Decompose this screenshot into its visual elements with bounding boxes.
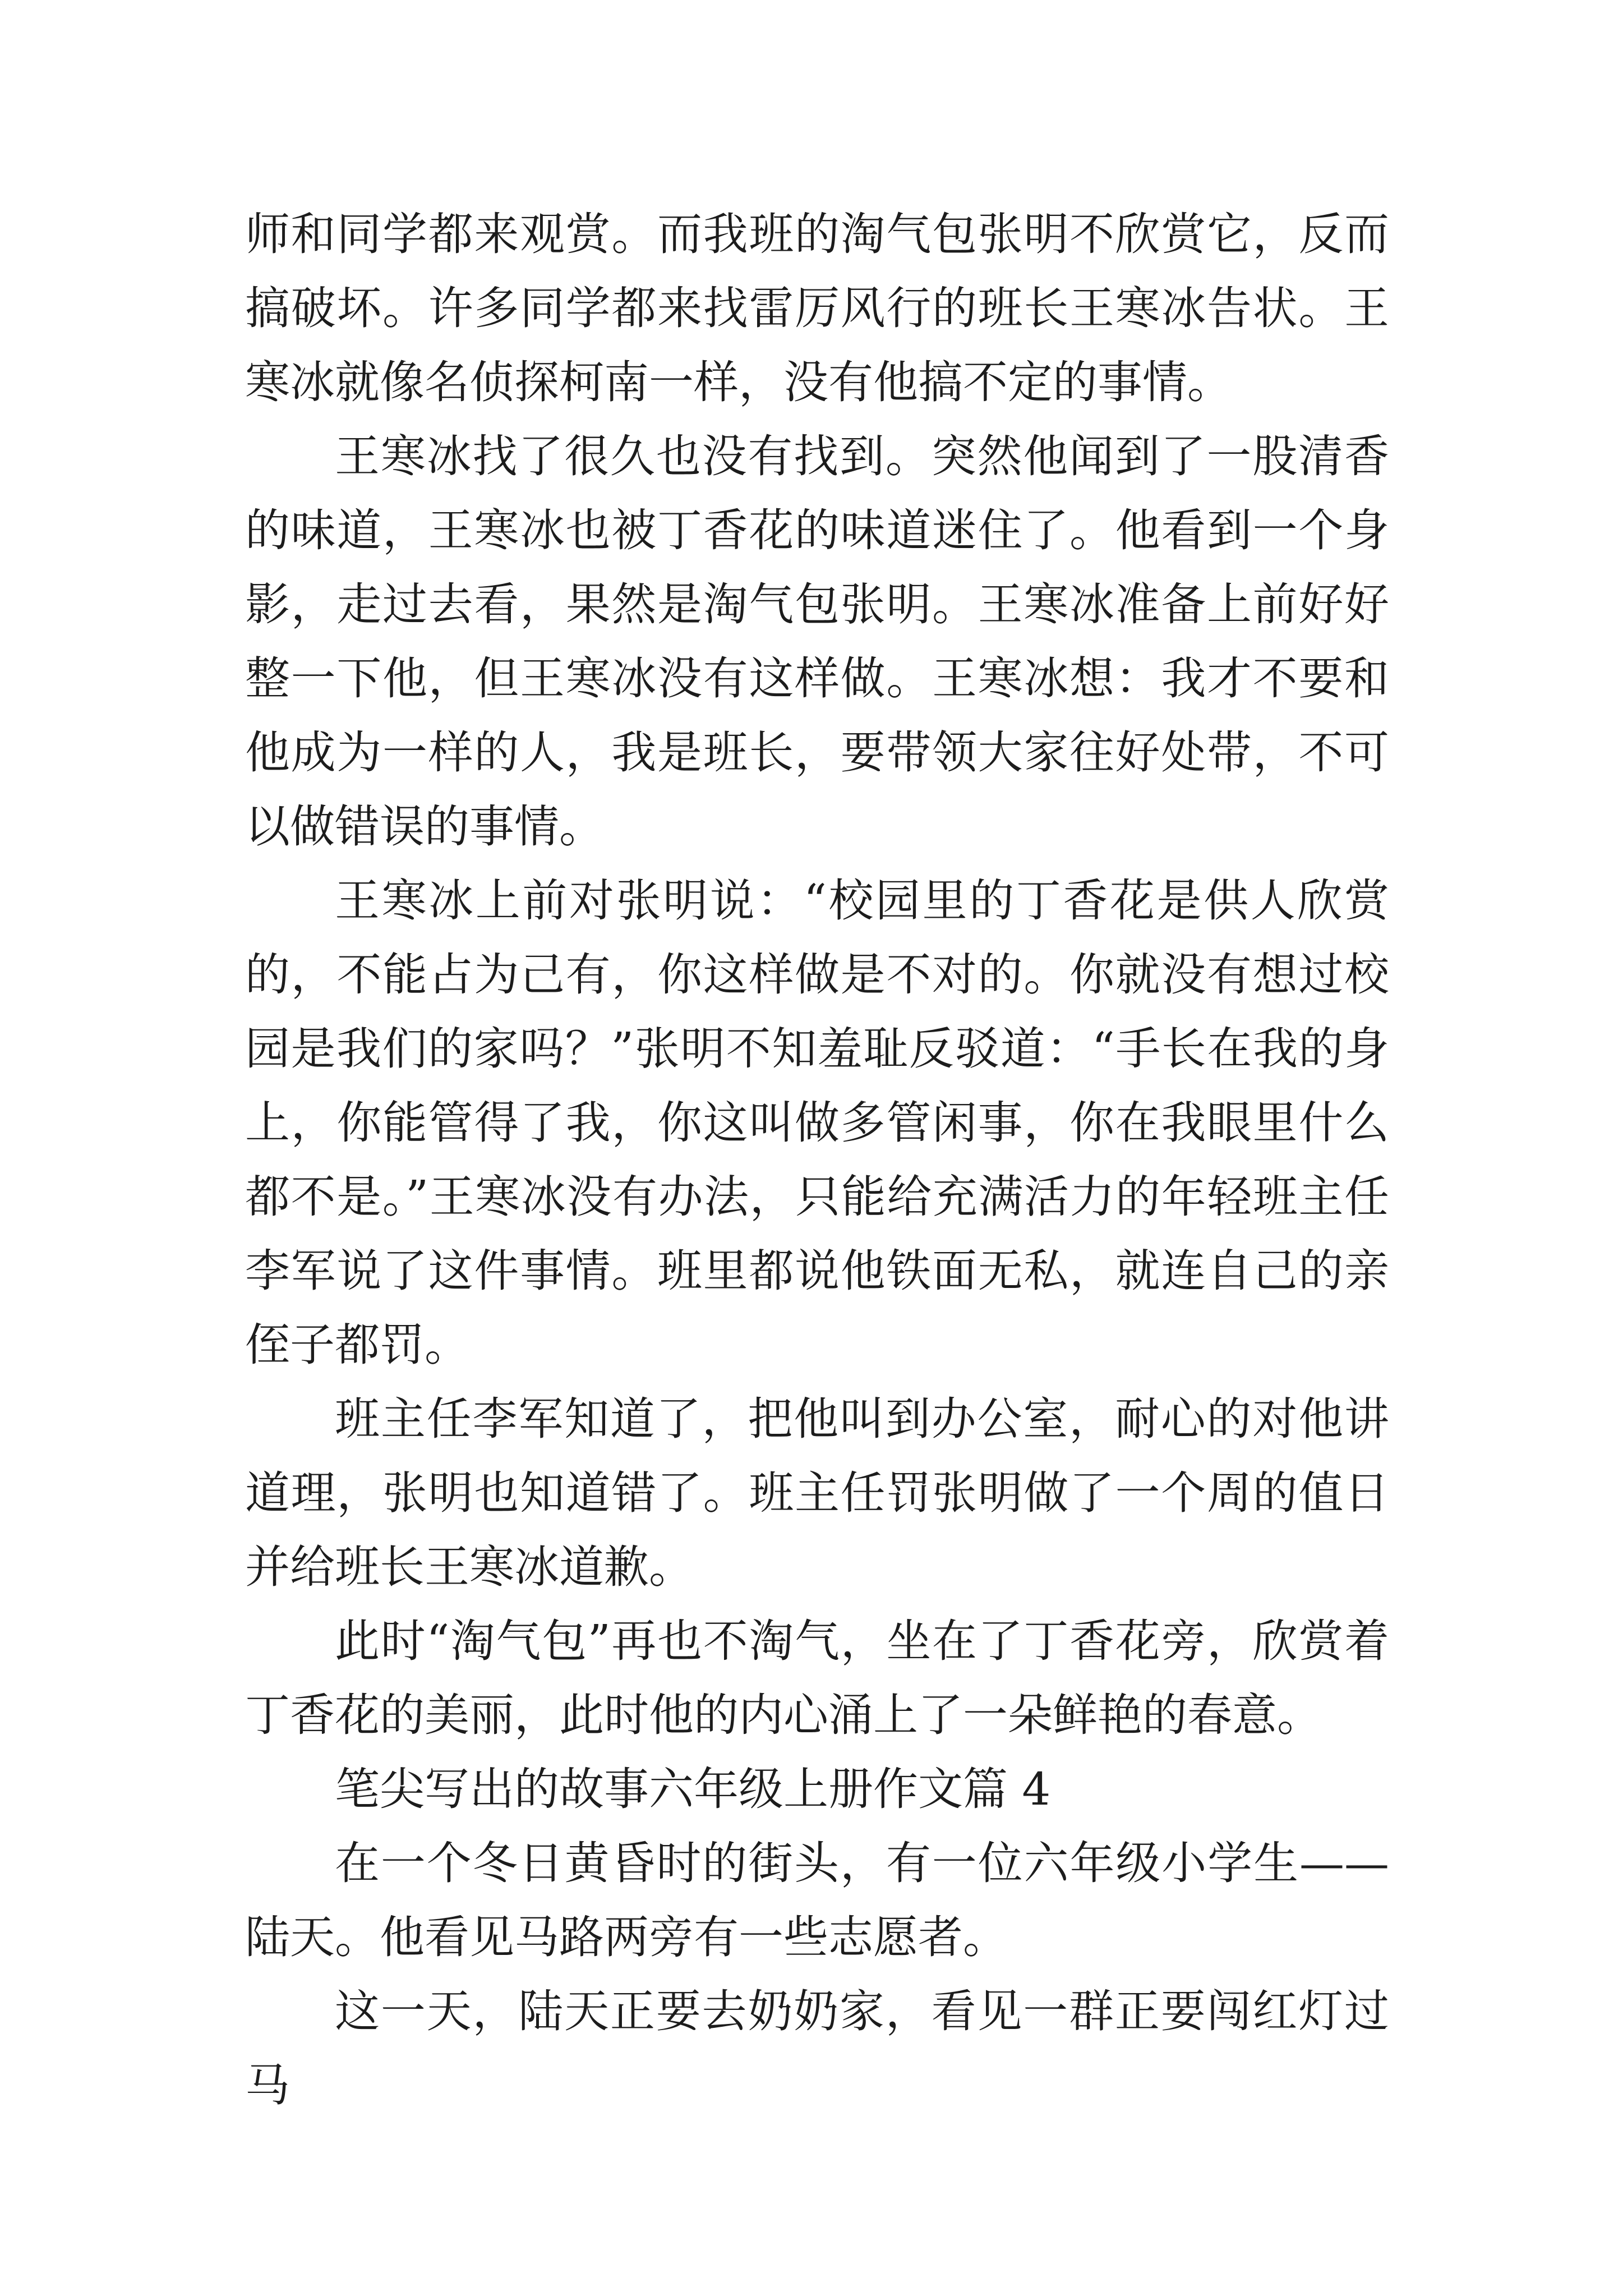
paragraph-7: 这一天，陆天正要去奶奶家，看见一群正要闯红灯过马 [245,1985,1389,2111]
paragraph-1: 师和同学都来观赏。而我班的淘气包张明不欣赏它，反而搞破坏。许多同学都来找雷厉风行的班长王寒冰告状。王寒冰就像名侦探柯南一样，没有他搞不定的事情。 [245,208,1389,408]
paragraph-2: 王寒冰找了很久也没有找到。突然他闻到了一股清香的味道，王寒冰也被丁香花的味道迷住了。他看到一个身影，走过去看，果然是淘气包张明。王寒冰准备上前好好整一下他，但王寒冰没有这样做。王寒冰想：我才不要和他成为一样的人，我是班长，要带领大家往好处带，不可以做错误的事情。 [245,430,1389,853]
paragraph-6: 在一个冬日黄昏时的街头，有一位六年级小学生——陆天。他看见马路两旁有一些志愿者。 [245,1837,1389,1963]
document-body [245,197,1389,2123]
paragraph-4: 班主任李军知道了，把他叫到办公室，耐心的对他讲道理，张明也知道错了。班主任罚张明做了一个周的值日并给班长王寒冰道歉。 [245,1393,1389,1593]
paragraph-5: 此时“淘气包”再也不淘气，坐在了丁香花旁，欣赏着丁香花的美丽，此时他的内心涌上了一朵鲜艳的春意。 [245,1615,1389,1741]
paragraph-3: 王寒冰上前对张明说：“校园里的丁香花是供人欣赏的，不能占为己有，你这样做是不对的。你就没有想过校园是我们的家吗？”张明不知羞耻反驳道：“手长在我的身上，你能管得了我，你这叫做多管闲事，你在我眼里什么都不是。”王寒冰没有办法，只能给充满活力的年轻班主任李军说了这件事情。班里都说他铁面无私，就连自己的亲侄子都罚。 [245,875,1389,1371]
section-heading: 笔尖写出的故事六年级上册作文篇 4 [335,1763,1051,1815]
